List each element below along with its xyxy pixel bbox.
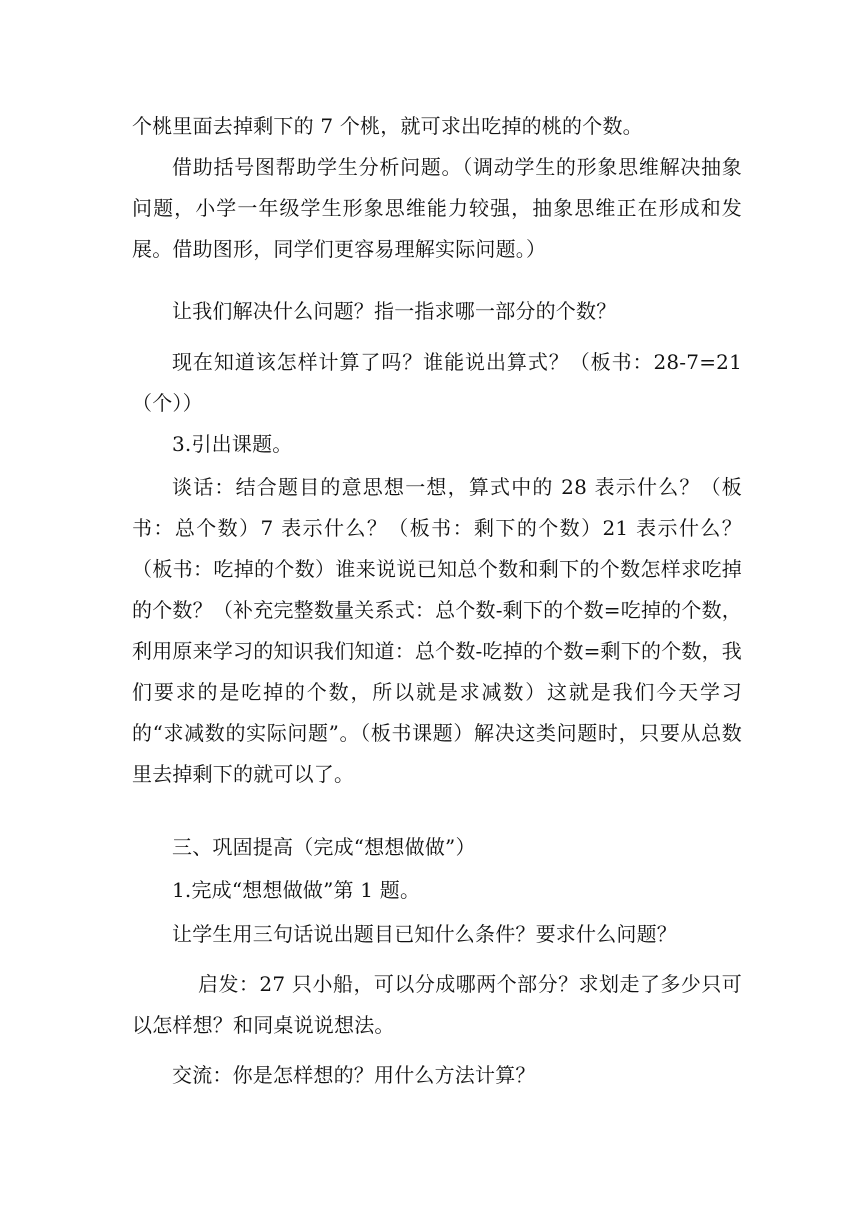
paragraph-equation: 现在知道该怎样计算了吗？谁能说出算式？（板书：28-7=21（个）） <box>132 350 742 415</box>
paragraph-peach-conclusion: 个桃里面去掉剩下的 7 个桃，就可求出吃掉的桃的个数。 <box>132 114 643 138</box>
paragraph-three-sentences: 让学生用三句话说出题目已知什么条件？要求什么问题？ <box>172 922 677 946</box>
paragraph-bracket-diagram: 借助括号图帮助学生分析问题。（调动学生的形象思维解决抽象问题，小学一年级学生形象思维能力较强，抽象思维正在形成和发展。借助图形，同学们更容易理解实际问题。） <box>132 155 742 261</box>
paragraph-exercise-one: 1.完成“想想做做”第 1 题。 <box>172 878 421 902</box>
paragraph-lesson-topic: 3.引出课题。 <box>172 432 293 456</box>
paragraph-exchange: 交流：你是怎样想的？用什么方法计算？ <box>172 1063 536 1087</box>
section-heading-consolidation: 三、巩固提高（完成“想想做做”） <box>172 835 476 859</box>
paragraph-question-part: 让我们解决什么问题？指一指求哪一部分的个数？ <box>172 299 617 323</box>
paragraph-hint: 启发：27 只小船，可以分成哪两个部分？求划走了多少只可以怎样想？和同桌说说想法。 <box>132 972 742 1037</box>
paragraph-discussion: 谈话：结合题目的意思想一想，算式中的 28 表示什么？（板书：总个数）7 表示什么？（板书：剩下的个数）21 表示什么？（板书：吃掉的个数）谁来说说已知总个数和剩下的个数怎样求吃掉的个数？（补充完整数量关系式：总个数-剩下的个数=吃掉的个数，利用原来学习的知识我们知道：总个数-吃掉的个数=剩下的个数，我们要求的是吃掉的个数，所以就是求减数）这就是我们今天学习的“求减数的实际问题”。（板书课题）解决这类问题时，只要从总数里去掉剩下的就可以了。 <box>132 475 742 786</box>
